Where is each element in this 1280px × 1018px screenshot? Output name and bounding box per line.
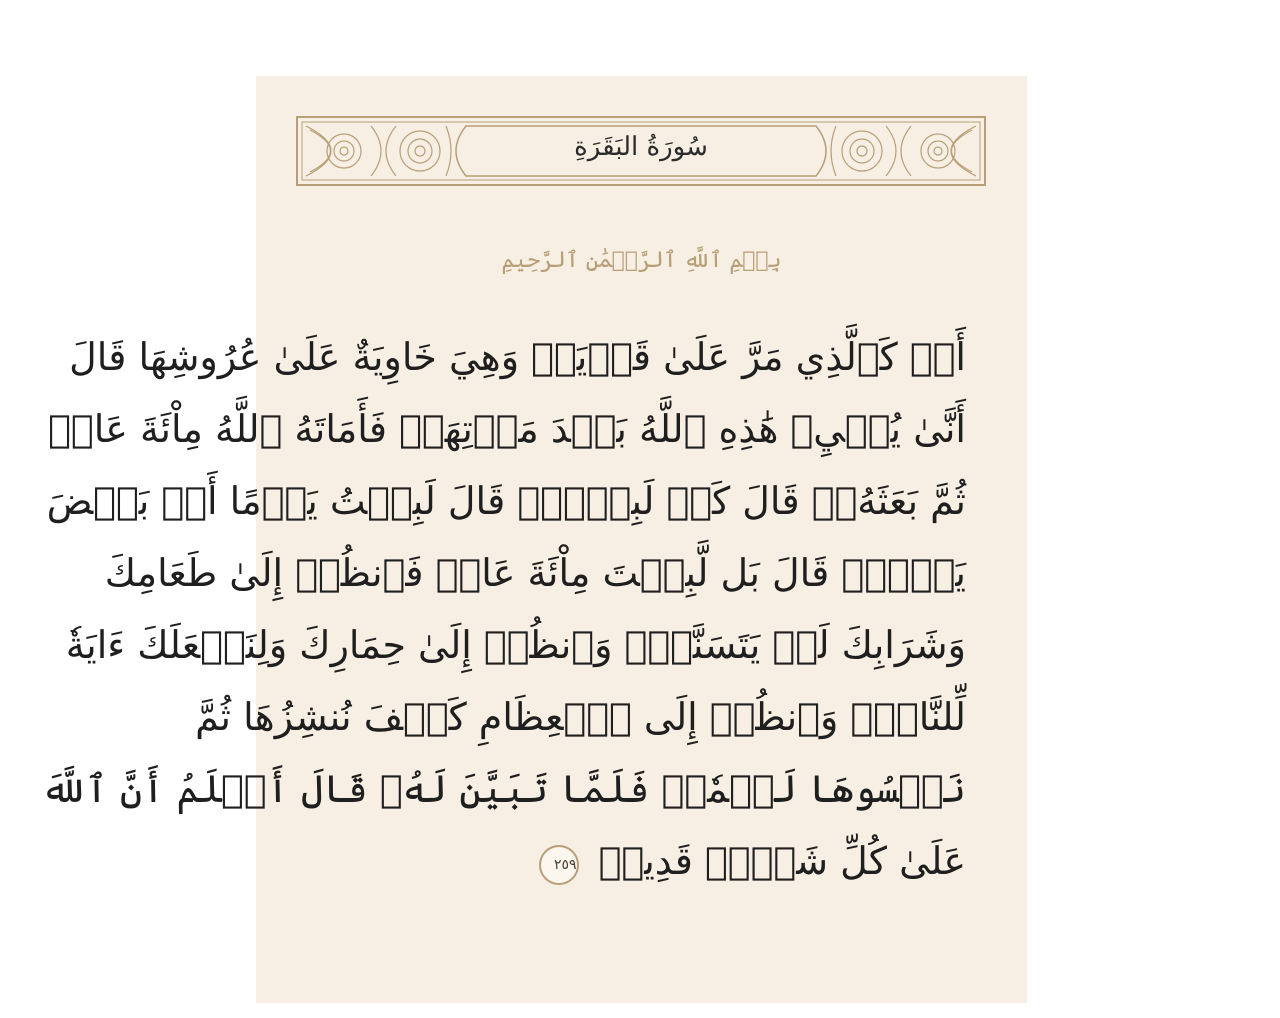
verse-line-text: عَلَىٰ كُلِّ شَيۡءٖ قَدِيرٞ	[598, 839, 966, 883]
verse-line: يَوۡمٖۖ قَالَ بَل لَّبِثۡتَ مِاْئَةَ عَامٖ فَٱنظُرۡ إِلَىٰ طَعَامِكَ	[104, 551, 966, 595]
ayah-number-marker: ٢٥٩	[539, 845, 579, 885]
verse-line: نَكۡسُوهَا لَحۡمٗاۚ فَلَمَّا تَبَيَّنَ لَهُۥ قَالَ أَعۡلَمُ أَنَّ ٱللَّهَ	[40, 767, 966, 811]
verse-line: أَوۡ كَٱلَّذِي مَرَّ عَلَىٰ قَرۡيَةٖ وَهِيَ خَاوِيَةٌ عَلَىٰ عُرُوشِهَا قَالَ	[69, 335, 966, 379]
verse-line-last	[316, 825, 966, 897]
mushaf-page	[40, 76, 1027, 1003]
verse-line: لِّلنَّاسِۖ وَٱنظُرۡ إِلَى ٱلۡعِظَامِ كَيۡفَ نُنشِزُهَا ثُمَّ	[195, 695, 966, 739]
basmala: بِسۡمِ ٱللَّهِ ٱلرَّحۡمَٰنِ ٱلرَّحِيمِ	[501, 248, 782, 273]
verse-line: أَنَّىٰ يُحۡيِۦ هَٰذِهِ ٱللَّهُ بَعۡدَ مَوۡتِهَاۖ فَأَمَاتَهُ ٱللَّهُ مِاْئَةَ عَامٖ	[48, 407, 966, 451]
surah-header-frame	[296, 116, 986, 186]
verse-line: وَشَرَابِكَ لَمۡ يَتَسَنَّهۡۖ وَٱنظُرۡ إِلَىٰ حِمَارِكَ وَلِنَجۡعَلَكَ ءَايَةٗ	[65, 623, 966, 667]
surah-title: سُورَةُ البَقَرَةِ	[574, 132, 708, 162]
verse-text	[40, 321, 966, 897]
verse-line: ثُمَّ بَعَثَهُۥۖ قَالَ كَمۡ لَبِثۡتَۖ قَالَ لَبِثۡتُ يَوۡمًا أَوۡ بَعۡضَ	[46, 479, 966, 523]
